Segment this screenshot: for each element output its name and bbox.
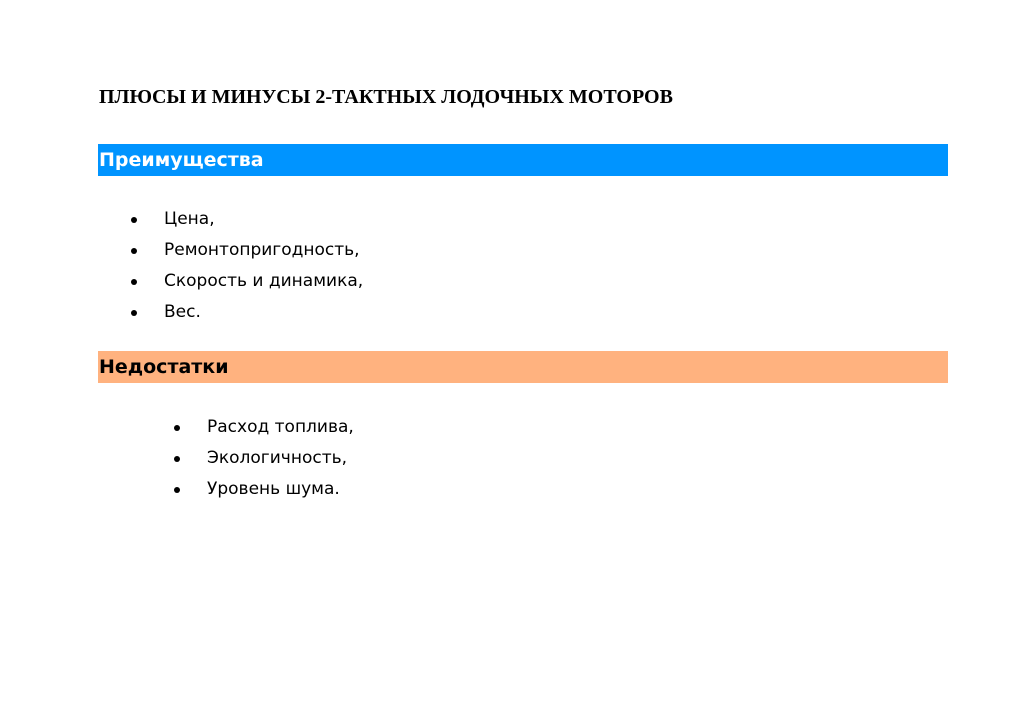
list-item-text: Скорость и динамика,: [164, 271, 364, 291]
page-title: ПЛЮСЫ И МИНУСЫ 2-ТАКТНЫХ ЛОДОЧНЫХ МОТОРОВ: [99, 86, 673, 108]
list-item-text: Расход топлива,: [207, 417, 354, 437]
advantages-heading-bar: [98, 144, 948, 176]
bullet-icon: [174, 487, 180, 493]
bullet-icon: [174, 425, 180, 431]
bullet-icon: [174, 456, 180, 462]
list-item-text: Вес.: [164, 302, 201, 322]
list-item-text: Экологичность,: [207, 448, 348, 468]
bullet-icon: [131, 217, 137, 223]
advantages-heading: Преимущества: [99, 149, 264, 171]
bullet-icon: [131, 248, 137, 254]
bullet-icon: [131, 310, 137, 316]
disadvantages-heading: Недостатки: [99, 356, 229, 378]
list-item-text: Ремонтопригодность,: [164, 240, 360, 260]
list-item-text: Уровень шума.: [207, 479, 340, 499]
disadvantages-heading-bar: [98, 351, 948, 383]
bullet-icon: [131, 279, 137, 285]
list-item-text: Цена,: [164, 209, 215, 229]
